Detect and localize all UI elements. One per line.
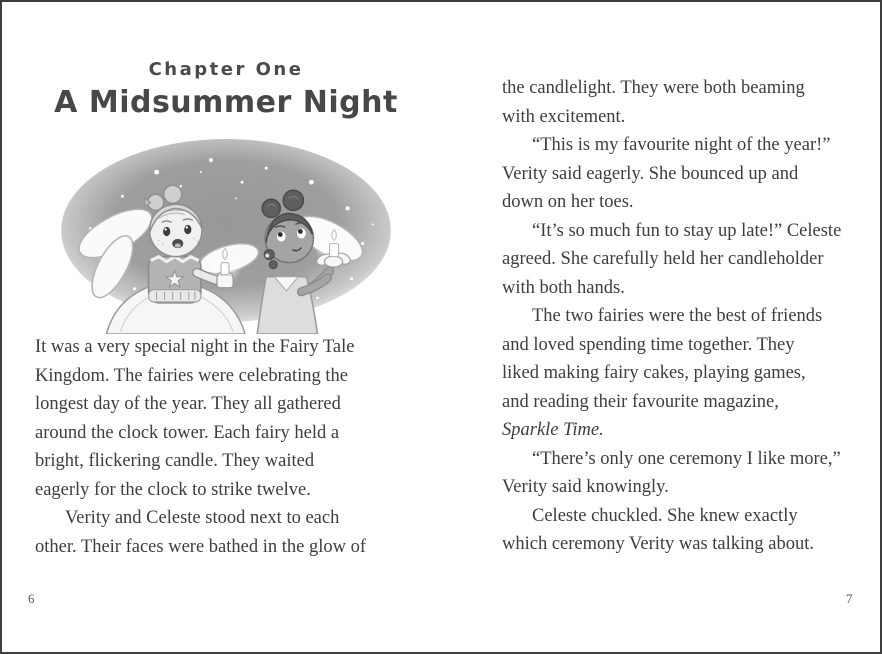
- text-line: with both hands.: [502, 277, 625, 298]
- text-line: other. Their faces were bathed in the glow of: [35, 536, 366, 557]
- text-line: which ceremony Verity was talking about.: [502, 534, 815, 554]
- text-line: Verity said eagerly. She bounced up and: [502, 163, 799, 184]
- text-line: down on her toes.: [502, 192, 634, 212]
- body-text-left: [35, 333, 413, 561]
- text-line: bright, flickering candle. They waited: [35, 451, 315, 471]
- flame: [332, 229, 337, 240]
- text-line: eagerly for the clock to strike twelve.: [35, 479, 311, 500]
- text-line: “It’s so much fun to stay up late!” Celeste: [532, 220, 842, 241]
- text-line: The two fairies were the best of friends: [532, 306, 823, 326]
- text-line: Sparkle Time.: [502, 420, 604, 440]
- chapter-label: Chapter One: [148, 59, 304, 80]
- text-line: It was a very special night in the Fairy Tale: [35, 337, 355, 357]
- page-number-left: 6: [28, 591, 35, 606]
- text-line: and loved spending time together. They: [502, 334, 795, 355]
- text-line: Verity and Celeste stood next to each: [65, 508, 340, 528]
- text-line: Kingdom. The fairies were celebrating the: [35, 365, 349, 386]
- text-line: Celeste chuckled. She knew exactly: [532, 505, 798, 526]
- earring: [265, 254, 269, 258]
- text-line: “This is my favourite night of the year!”: [532, 135, 831, 155]
- flame: [223, 249, 228, 260]
- text-line: with excitement.: [502, 106, 626, 127]
- text-line: around the clock tower. Each fairy held a: [35, 422, 340, 443]
- text-line: liked making fairy cakes, playing games,: [502, 363, 806, 383]
- text-line: “There’s only one ceremony I like more,”: [532, 448, 841, 469]
- text-line: the candlelight. They were both beaming: [502, 78, 805, 98]
- text-line: agreed. She carefully held her candleholder: [502, 249, 824, 269]
- text-line: and reading their favourite magazine,: [502, 391, 779, 412]
- chapter-title: A Midsummer Night: [54, 85, 398, 120]
- fairies-illustration: [60, 138, 392, 334]
- body-text-right: [502, 74, 868, 559]
- page-number-right: 7: [846, 591, 853, 606]
- text-line: longest day of the year. They all gathered: [35, 394, 341, 414]
- text-line: Verity said knowingly.: [502, 477, 669, 497]
